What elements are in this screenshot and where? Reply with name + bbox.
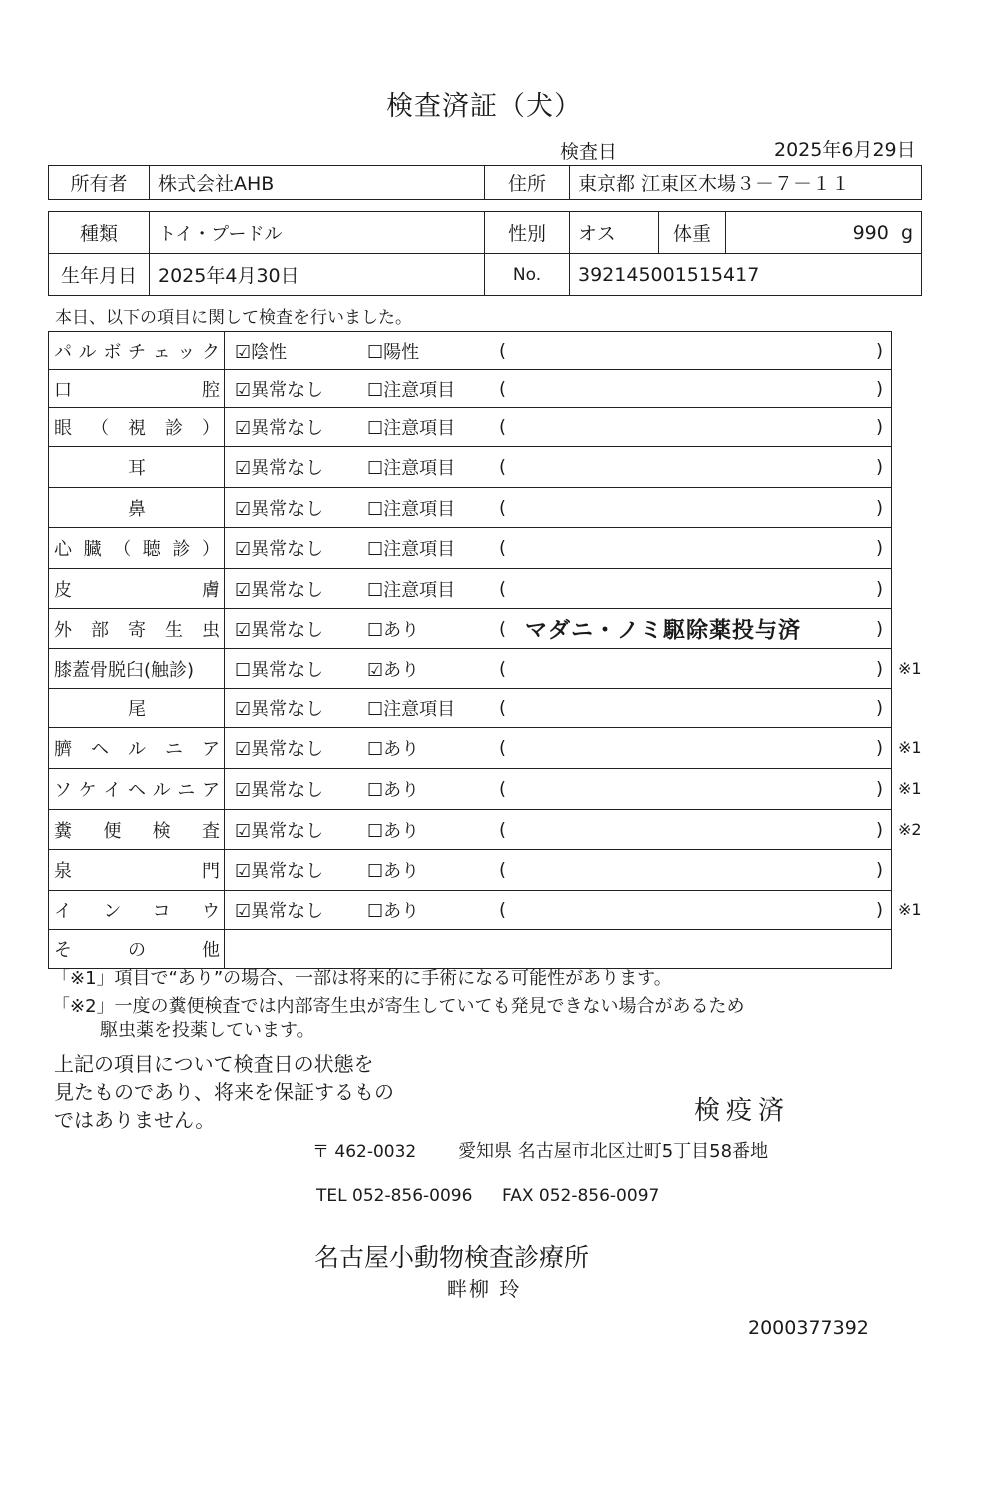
exam-note: マダニ・ノミ駆除薬投与済 [525, 618, 802, 643]
option-1 [235, 776, 323, 802]
exam-item-name [49, 488, 225, 528]
exam-item-label: 皮 膚 [54, 579, 220, 601]
clinic-tel: TEL 052-856-0096 [316, 1186, 473, 1206]
option-1-label: 異常なし [251, 619, 324, 641]
option-1 [235, 735, 323, 761]
exam-table [48, 331, 892, 969]
birth-value: 2025年4月30日 [150, 254, 485, 296]
exam-item-result [225, 488, 892, 528]
exam-row [49, 370, 892, 408]
checked-box-icon: ☑ [235, 458, 252, 479]
checked-box-icon: ☑ [235, 619, 252, 641]
exam-item-label: 泉 門 [54, 861, 220, 882]
exam-item-label: 耳 [128, 458, 146, 479]
other-value [225, 930, 892, 969]
number-value: 392145001515417 [570, 254, 922, 296]
owner-value: 株式会社AHB [150, 166, 485, 200]
option-2-label: あり [383, 861, 420, 882]
exam-item-label: 鼻 [128, 498, 146, 520]
close-paren: ) [875, 537, 883, 559]
option-2-label: 注意項目 [383, 379, 456, 401]
option-1-label: 異常なし [251, 659, 324, 681]
option-2-label: 注意項目 [383, 458, 456, 479]
checked-box-icon: ☑ [235, 901, 252, 922]
option-2-label: 注意項目 [383, 699, 456, 720]
option-2 [367, 338, 419, 364]
exam-row [49, 769, 892, 810]
checked-box-icon: ☑ [235, 699, 252, 720]
option-2 [367, 414, 455, 440]
option-2 [367, 616, 419, 642]
exam-item-label: 外 部 寄 生 虫 [54, 619, 220, 641]
open-paren: ( [499, 537, 507, 559]
checked-box-icon: ☑ [235, 498, 252, 520]
empty-box-icon: ☐ [235, 659, 252, 681]
weight-unit: g [900, 221, 913, 244]
option-2-label: 注意項目 [383, 418, 456, 439]
exam-item-result [225, 569, 892, 609]
exam-item-result [225, 891, 892, 930]
pet-table [48, 211, 922, 296]
option-1 [235, 817, 323, 843]
option-1-label: 異常なし [251, 539, 324, 560]
exam-row [49, 332, 892, 370]
empty-box-icon: ☐ [367, 579, 384, 601]
footnote-mark: ※1 [898, 658, 922, 678]
address-label: 住所 [485, 166, 570, 200]
option-1 [235, 857, 323, 883]
checked-box-icon: ☑ [235, 579, 252, 601]
exam-row [49, 408, 892, 447]
close-paren: ) [875, 658, 883, 679]
close-paren: ) [875, 737, 883, 759]
owner-table [48, 165, 922, 200]
disclaimer-line: 上記の項目について検査日の状態を [54, 1052, 374, 1076]
option-2 [367, 817, 419, 843]
sex-label: 性別 [485, 212, 570, 254]
empty-box-icon: ☐ [367, 379, 384, 401]
option-2-label: 注意項目 [383, 579, 456, 601]
address-value: 東京都 江東区木場３－７－１１ [570, 166, 922, 200]
close-paren: ) [875, 340, 883, 361]
exam-row [49, 569, 892, 609]
open-paren: ( [499, 697, 507, 719]
option-1-label: 異常なし [251, 699, 324, 720]
option-1 [235, 576, 323, 602]
other-label-text: そ の 他 [54, 940, 220, 961]
exam-item-name [49, 370, 225, 408]
option-1-label: 異常なし [251, 579, 324, 601]
close-paren: ) [875, 416, 883, 438]
number-label: No. [485, 254, 570, 296]
empty-box-icon: ☐ [367, 861, 384, 882]
owner-label: 所有者 [49, 166, 150, 200]
exam-item-result [225, 850, 892, 891]
close-paren: ) [875, 899, 883, 921]
exam-item-label: ソ ケ イ ヘ ル ニ ア [54, 780, 220, 801]
close-paren: ) [875, 578, 883, 599]
exam-row [49, 728, 892, 769]
checked-box-icon: ☑ [235, 539, 252, 560]
exam-date-label: 検査日 [560, 141, 618, 163]
exam-item-name [49, 649, 225, 689]
option-1-label: 異常なし [251, 418, 324, 439]
empty-box-icon: ☐ [367, 780, 384, 801]
exam-item-label: 眼 （ 視 診 ） [54, 418, 220, 439]
option-1 [235, 376, 323, 402]
footnote-2: 「※2」一度の糞便検査では内部寄生虫が寄生していても発見できない場合があるため [52, 996, 745, 1017]
exam-row [49, 649, 892, 689]
open-paren: ( [499, 658, 507, 679]
option-1 [235, 897, 323, 923]
option-1-label: 異常なし [251, 739, 324, 760]
empty-box-icon: ☐ [367, 539, 384, 560]
exam-date: 2025年6月29日 [774, 139, 916, 161]
checked-box-icon: ☑ [235, 820, 252, 842]
exam-item-label: 糞 便 検 査 [54, 820, 220, 842]
exam-item-name [49, 332, 225, 370]
checked-box-icon: ☑ [235, 341, 252, 363]
option-2-label: あり [383, 739, 420, 760]
open-paren: ( [499, 899, 507, 921]
exam-item-name [49, 408, 225, 447]
open-paren: ( [499, 778, 507, 800]
exam-item-result [225, 332, 892, 370]
exam-item-label: 膝蓋骨脱臼(触診) [54, 659, 195, 681]
option-2 [367, 695, 455, 721]
empty-box-icon: ☐ [367, 458, 384, 479]
option-2 [367, 656, 419, 682]
footnote-1: 「※1」項目で“あり”の場合、一部は将来的に手術になる可能性があります。 [52, 968, 672, 989]
exam-item-name [49, 528, 225, 569]
option-2-label: 注意項目 [383, 498, 456, 520]
clinic-name: 名古屋小動物検査診療所 [314, 1243, 590, 1272]
option-1 [235, 338, 287, 364]
option-1 [235, 414, 323, 440]
close-paren: ) [875, 819, 883, 840]
empty-box-icon: ☐ [367, 820, 384, 842]
open-paren: ( [499, 819, 507, 840]
open-paren: ( [499, 737, 507, 759]
weight-value: 990 [852, 221, 889, 244]
option-2 [367, 454, 455, 480]
other-label [49, 930, 225, 969]
empty-box-icon: ☐ [367, 418, 384, 439]
option-1 [235, 656, 323, 682]
close-paren: ) [875, 497, 883, 518]
exam-item-result [225, 528, 892, 569]
clinic-fax: FAX 052-856-0097 [502, 1186, 660, 1206]
empty-box-icon: ☐ [367, 901, 384, 922]
disclaimer-line: 見たものであり、将来を保証するもの [54, 1080, 394, 1104]
clinic-address: 愛知県 名古屋市北区辻町5丁目58番地 [458, 1141, 769, 1162]
exam-item-result [225, 769, 892, 810]
footnote-mark: ※1 [898, 738, 922, 757]
open-paren: ( [499, 456, 507, 478]
exam-item-result [225, 447, 892, 488]
open-paren: ( [499, 578, 507, 599]
open-paren: ( [499, 416, 507, 438]
close-paren: ) [875, 697, 883, 719]
footnote-mark: ※2 [898, 819, 922, 839]
close-paren: ) [875, 859, 883, 881]
option-2-label: あり [383, 901, 420, 922]
exam-row [49, 850, 892, 891]
exam-row [49, 609, 892, 649]
option-2-label: あり [383, 619, 420, 641]
empty-box-icon: ☐ [367, 619, 384, 641]
option-2 [367, 576, 455, 602]
option-1-label: 異常なし [251, 820, 324, 842]
disclaimer-line: ではありません。 [54, 1108, 216, 1132]
option-2-label: 陽性 [383, 341, 420, 363]
exam-item-name [49, 609, 225, 649]
serial-number: 2000377392 [748, 1317, 869, 1339]
exam-row [49, 891, 892, 930]
open-paren: ( [499, 378, 507, 399]
open-paren: ( [499, 340, 507, 361]
option-1-label: 異常なし [251, 498, 324, 520]
option-2-label: あり [383, 659, 420, 681]
option-2 [367, 495, 455, 521]
close-paren: ) [875, 378, 883, 399]
option-1-label: 異常なし [251, 861, 324, 882]
exam-item-label: パ ル ボ チ ェ ッ ク [54, 341, 220, 363]
exam-item-result [225, 370, 892, 408]
option-2-label: あり [383, 780, 420, 801]
postal-code: 〒 462-0032 [312, 1142, 417, 1162]
option-2-label: 注意項目 [383, 539, 456, 560]
doctor-name: 畔柳 玲 [447, 1277, 522, 1301]
open-paren: ( [499, 618, 507, 639]
exam-item-name [49, 689, 225, 728]
option-1-label: 異常なし [251, 379, 324, 401]
option-1 [235, 616, 323, 642]
option-2 [367, 376, 455, 402]
checked-box-icon: ☑ [235, 418, 252, 439]
checked-box-icon: ☑ [235, 739, 252, 760]
exam-item-name [49, 850, 225, 891]
footnote-mark: ※1 [898, 779, 922, 798]
option-2 [367, 776, 419, 802]
option-1 [235, 454, 323, 480]
exam-item-result [225, 689, 892, 728]
breed-label: 種類 [49, 212, 150, 254]
option-1-label: 異常なし [251, 780, 324, 801]
exam-item-label: 口 腔 [54, 379, 220, 401]
open-paren: ( [499, 497, 507, 518]
option-1 [235, 535, 323, 561]
intro-text: 本日、以下の項目に関して検査を行いました。 [55, 308, 412, 328]
exam-item-name [49, 891, 225, 930]
disclaimer [54, 1050, 394, 1134]
exam-item-name [49, 728, 225, 769]
exam-row [49, 528, 892, 569]
open-paren: ( [499, 859, 507, 881]
exam-item-name [49, 769, 225, 810]
checked-box-icon: ☑ [235, 379, 252, 401]
exam-item-name [49, 447, 225, 488]
option-2 [367, 735, 419, 761]
exam-row [49, 447, 892, 488]
exam-item-name [49, 810, 225, 850]
exam-row [49, 488, 892, 528]
exam-item-label: 臍 ヘ ル ニ ア [54, 739, 220, 760]
option-2 [367, 897, 419, 923]
footnote-mark: ※1 [898, 900, 922, 919]
exam-item-label: 尾 [128, 699, 146, 720]
exam-item-name [49, 569, 225, 609]
option-2-label: あり [383, 820, 420, 842]
option-1 [235, 495, 323, 521]
checked-box-icon: ☑ [367, 659, 384, 681]
exam-item-result [225, 810, 892, 850]
exam-item-label: イ ン コ ウ [54, 901, 220, 922]
breed-value: トイ・プードル [150, 212, 485, 254]
page-title: 検査済証（犬） [386, 91, 582, 122]
checked-box-icon: ☑ [235, 861, 252, 882]
weight-label: 体重 [659, 212, 726, 254]
exam-item-result [225, 728, 892, 769]
birth-label: 生年月日 [49, 254, 150, 296]
close-paren: ) [875, 778, 883, 800]
exam-item-label: 心 臓 （ 聴 診 ） [54, 539, 220, 560]
exam-item-result [225, 609, 892, 649]
option-1-label: 異常なし [251, 901, 324, 922]
footnote-2-continued: 駆虫薬を投薬しています。 [100, 1020, 315, 1041]
option-1-label: 陰性 [251, 341, 288, 363]
exam-row [49, 689, 892, 728]
exam-row [49, 810, 892, 850]
empty-box-icon: ☐ [367, 498, 384, 520]
checked-box-icon: ☑ [235, 780, 252, 801]
close-paren: ) [875, 456, 883, 478]
exam-item-result [225, 649, 892, 689]
empty-box-icon: ☐ [367, 699, 384, 720]
option-2 [367, 857, 419, 883]
option-1-label: 異常なし [251, 458, 324, 479]
exam-item-result [225, 408, 892, 447]
option-1 [235, 695, 323, 721]
quarantine-stamp: 検疫済 [694, 1096, 791, 1126]
empty-box-icon: ☐ [367, 739, 384, 760]
weight-cell [726, 212, 922, 254]
option-2 [367, 535, 455, 561]
empty-box-icon: ☐ [367, 341, 384, 363]
close-paren: ) [875, 618, 883, 639]
sex-value: オス [570, 212, 659, 254]
